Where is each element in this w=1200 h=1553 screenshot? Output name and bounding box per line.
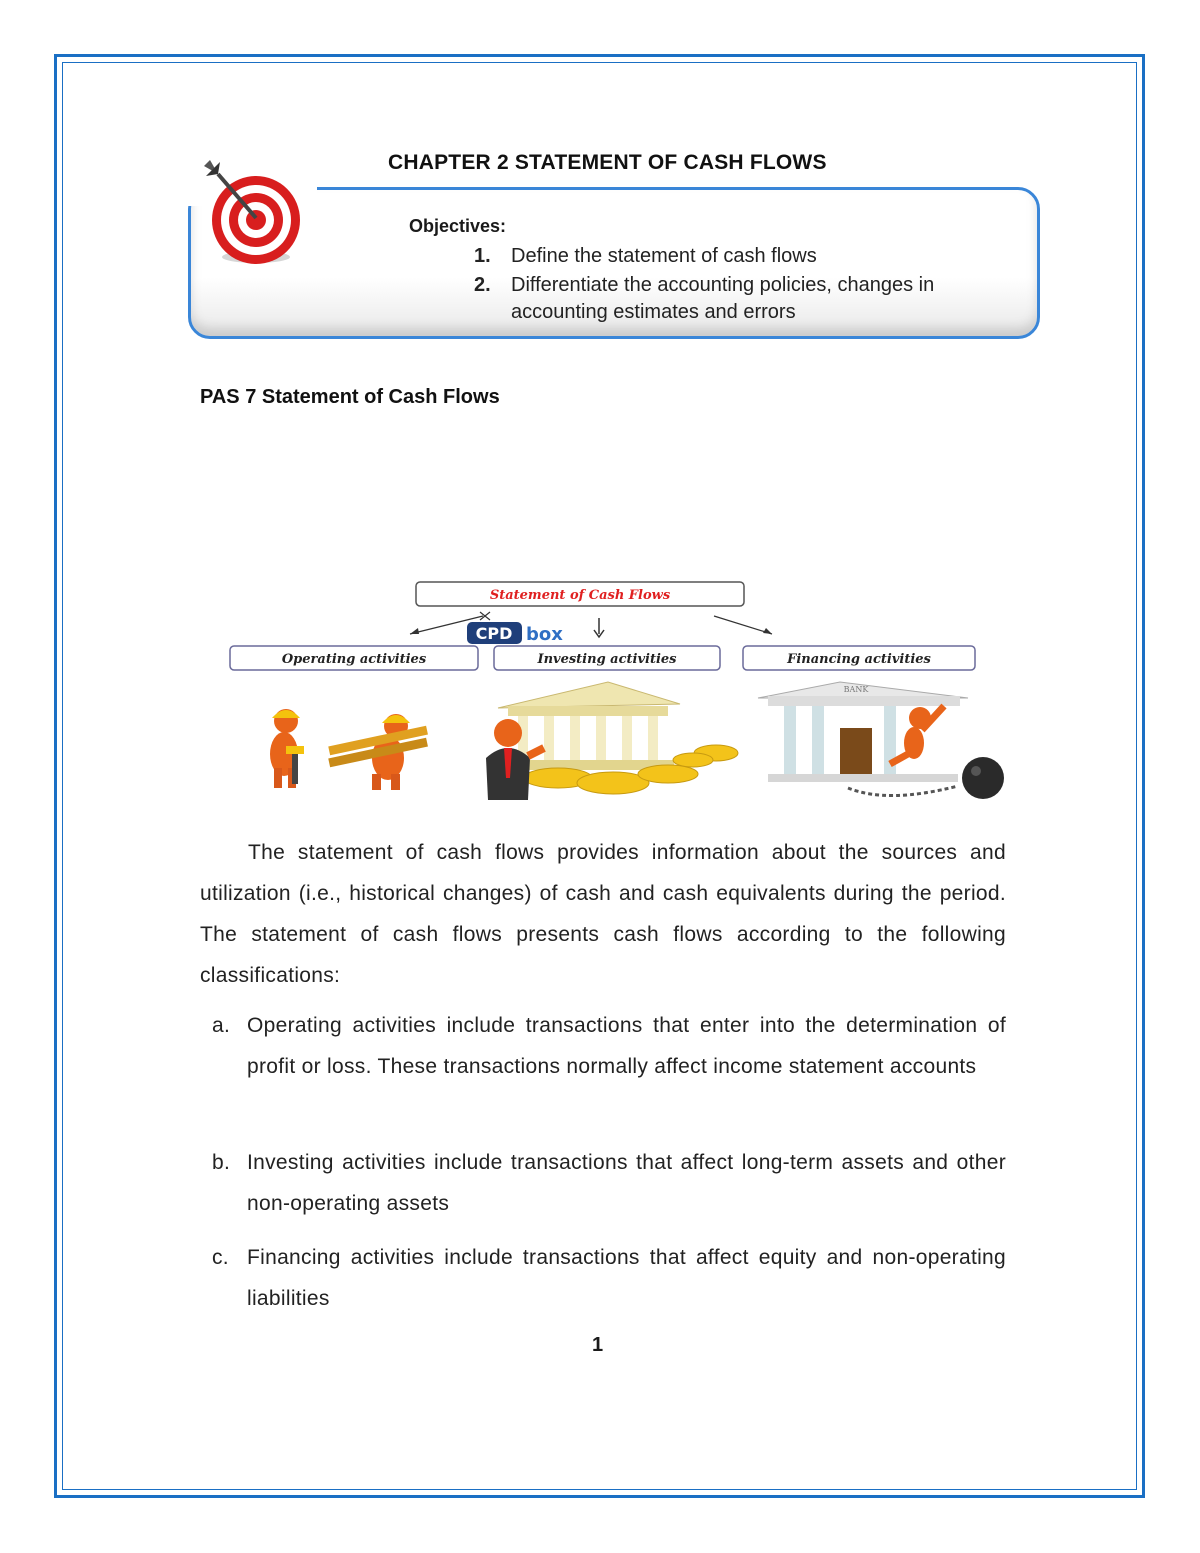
bank-ball-chain-figure xyxy=(758,682,1004,799)
category-label: Financing activities xyxy=(787,652,931,667)
page-number: 1 xyxy=(592,1334,604,1356)
worker-lumber-figure xyxy=(328,714,428,790)
cpd-logo-text: CPD xyxy=(475,624,513,643)
list-item-text: Financing activities include transactions that affect equity and non-operating liabilities xyxy=(247,1246,1006,1310)
diagram-top-label: Statement of Cash Flows xyxy=(489,588,671,603)
intro-paragraph-text: The statement of cash flows provides information about the sources and utilization (i.e., historical changes) of cash and cash equivalents during the period. The statement of cash flows presents cash flows according to the following classifications: xyxy=(200,841,1006,987)
list-item-text: Investing activities include transactions that affect long-term assets and other non-operating assets xyxy=(247,1151,1006,1215)
chapter-title: CHAPTER 2 STATEMENT OF CASH FLOWS xyxy=(388,151,827,174)
objectives-list xyxy=(474,243,1019,328)
list-marker: b. xyxy=(212,1151,231,1174)
intro-paragraph xyxy=(200,832,1006,996)
objective-text: Define the statement of cash flows xyxy=(511,245,817,267)
list-item-text: Operating activities include transactions that enter into the determination of profit or loss. These transactions normally affect income statement accounts xyxy=(247,1014,1006,1078)
objective-item xyxy=(474,272,1019,326)
classification-item-c xyxy=(200,1237,1006,1319)
objective-number: 2. xyxy=(474,274,491,296)
box-logo-text: box xyxy=(526,624,563,645)
category-label: Investing activities xyxy=(537,652,677,667)
category-label: Operating activities xyxy=(281,652,427,667)
target-icon xyxy=(196,152,316,267)
classification-item-b xyxy=(200,1142,1006,1224)
bank-sign-text: BANK xyxy=(843,685,869,694)
cash-flow-diagram xyxy=(228,578,1008,810)
objectives-heading: Objectives: xyxy=(409,216,507,236)
section-title: PAS 7 Statement of Cash Flows xyxy=(200,386,500,408)
list-marker: a. xyxy=(212,1014,231,1037)
worker-jackhammer-figure xyxy=(270,709,304,788)
classification-item-a xyxy=(200,1005,1006,1087)
objective-text: Differentiate the accounting policies, changes in accounting estimates and errors xyxy=(511,274,935,323)
objective-number: 1. xyxy=(474,245,491,267)
bank-temple-coins-figure xyxy=(486,682,738,800)
objective-item xyxy=(474,243,1019,270)
list-marker: c. xyxy=(212,1246,229,1269)
